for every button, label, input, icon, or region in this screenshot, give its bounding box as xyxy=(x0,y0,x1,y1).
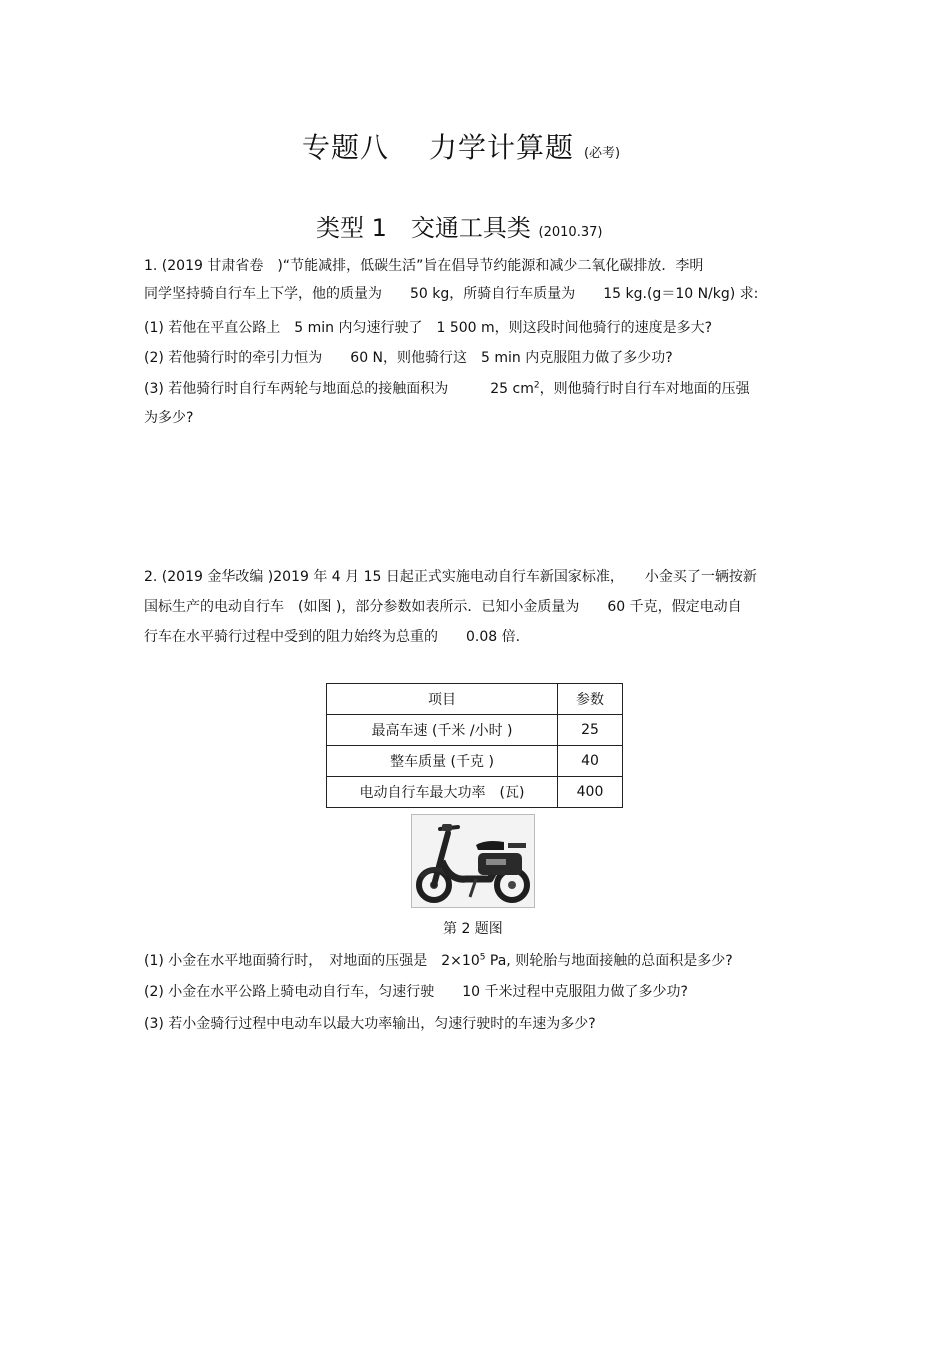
table-cell-value: 400 xyxy=(558,777,623,808)
table-row xyxy=(327,746,623,777)
q2-line-3: 行车在水平骑行过程中受到的阻力始终为总重的 0.08 倍. xyxy=(144,629,521,645)
q2-sub-1-text-a: (1) 小金在水平地面骑行时， 对地面的压强是 2×10 xyxy=(144,953,480,969)
q2-sub-3: (3) 若小金骑行过程中电动车以最大功率输出，匀速行驶时的车速为多少? xyxy=(144,1016,596,1032)
table-row xyxy=(327,777,623,808)
q1-sub-3-text-a: (3) 若他骑行时自行车两轮与地面总的接触面积为 25 cm xyxy=(144,381,534,397)
page-title xyxy=(302,126,620,166)
q1-sub-3-text-b: ，则他骑行时自行车对地面的压强 xyxy=(539,381,750,397)
table-row xyxy=(327,715,623,746)
table-cell-item: 最高车速 (千米 /小时 ) xyxy=(327,715,558,746)
q1-sub-1: (1) 若他在平直公路上 5 min 内匀速行驶了 1 500 m，则这段时间他骑行的速度是多大? xyxy=(144,320,713,336)
section-title-text: 类型 1 交通工具类 xyxy=(316,214,531,242)
table-cell-item: 电动自行车最大功率 (瓦) xyxy=(327,777,558,808)
title-topic: 专题八 xyxy=(302,131,390,164)
parameter-table xyxy=(326,683,623,808)
table-cell-value: 25 xyxy=(558,715,623,746)
q2-sub-1 xyxy=(144,951,733,971)
q2-sub-1-exponent: 5 xyxy=(479,952,486,963)
section-note: (2010.37) xyxy=(538,225,603,240)
title-note: (必考) xyxy=(583,146,621,161)
electric-bike-figure xyxy=(411,814,535,908)
q1-line-1: 1. (2019 甘肃省卷 )“节能减排，低碳生活”旨在倡导节约能源和减少二氧化碳排放．李明 xyxy=(144,258,704,274)
q1-sub-3 xyxy=(144,379,750,399)
q1-sub-3-cont: 为多少? xyxy=(144,410,194,426)
q2-sub-2: (2) 小金在水平公路上骑电动自行车，匀速行驶 10 千米过程中克服阻力做了多少功? xyxy=(144,984,688,1000)
table-header-row xyxy=(327,684,623,715)
table-cell-value: 40 xyxy=(558,746,623,777)
q1-line-2: 同学坚持骑自行车上下学，他的质量为 50 kg，所骑自行车质量为 15 kg.(g＝10 N/kg) 求: xyxy=(144,286,759,302)
q2-line-2: 国标生产的电动自行车 (如图 )，部分参数如表所示．已知小金质量为 60 千克，假定电动自 xyxy=(144,599,742,615)
table-header-value: 参数 xyxy=(558,684,623,715)
table-cell-item: 整车质量 (千克 ) xyxy=(327,746,558,777)
q2-sub-1-text-b: Pa, 则轮胎与地面接触的总面积是多少? xyxy=(485,953,733,969)
q1-sub-3-exponent: 2 xyxy=(533,380,540,391)
electric-bike-icon xyxy=(412,815,534,907)
table-header-item: 项目 xyxy=(327,684,558,715)
q2-line-1: 2. (2019 金华改编 )2019 年 4 月 15 日起正式实施电动自行车新国家标准， 小金买了一辆按新 xyxy=(144,569,757,585)
figure-caption: 第 2 题图 xyxy=(443,921,503,937)
q1-sub-2: (2) 若他骑行时的牵引力恒为 60 N，则他骑行这 5 min 内克服阻力做了多少功? xyxy=(144,350,673,366)
section-title xyxy=(316,208,602,243)
title-subject: 力学计算题 xyxy=(429,131,575,164)
